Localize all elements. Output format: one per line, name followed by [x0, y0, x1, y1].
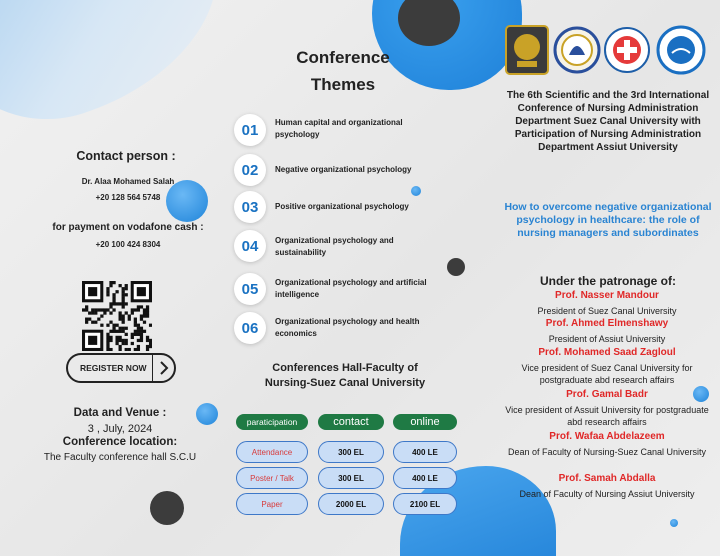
university-logo-1 [505, 25, 553, 75]
fee-online-cell: 2100 EL [393, 493, 457, 515]
theme-text: Organizational psychology and sustainability [275, 236, 394, 257]
theme-text: Organizational psychology and health economics [275, 317, 420, 338]
decorative-dark-dot [447, 258, 465, 276]
payment-phone-number[interactable]: +20 100 424 8304 [95, 240, 161, 249]
fee-contact-cell: 300 EL [318, 441, 384, 463]
fees-header-participation: paraticipation [236, 414, 308, 430]
hall-line2: Nursing-Suez Canal University [264, 377, 426, 389]
date-venue-title: Data and Venue : [73, 407, 167, 419]
theme-number: 01 [234, 114, 266, 146]
fees-header-contact: contact [318, 414, 384, 430]
theme-text: Organizational psychology and artificial intelligence [275, 278, 427, 299]
themes-title-line1: Conference [296, 48, 390, 67]
patronage-title: Under the patronage of: [539, 274, 676, 288]
decorative-blue-dot [411, 186, 421, 196]
conference-location: The Faculty conference hall S.C.U [43, 452, 197, 463]
theme-text: Human capital and organizational psychology [275, 118, 403, 139]
patron-role: Vice president of Assuit University for postgraduate abd research affairs [505, 405, 709, 427]
themes-title-line2: Themes [310, 75, 376, 94]
patron-name: Prof. Samah Abdalla [558, 473, 656, 484]
contact-phone-number[interactable]: +20 128 564 5748 [95, 193, 161, 202]
themes-title [270, 44, 416, 98]
fee-category-cell: Attendance [236, 441, 308, 463]
fee-contact-cell: 300 EL [318, 467, 384, 489]
fee-category-cell: Poster / Talk [236, 467, 308, 489]
fee-contact-cell: 2000 EL [318, 493, 384, 515]
fee-category-cell: Paper [236, 493, 308, 515]
patron-role: Dean of Faculty of Nursing Assiut University [519, 489, 695, 499]
theme-number: 06 [234, 312, 266, 344]
university-logo-2 [553, 25, 601, 75]
registration-qr-code[interactable] [82, 281, 152, 351]
contact-person-title: Contact person : [76, 149, 176, 163]
patron-role: Vice president of Suez Canal University for postgraduate abd research affairs [521, 363, 693, 385]
theme-number: 02 [234, 154, 266, 186]
theme-number: 05 [234, 273, 266, 305]
theme-number: 03 [234, 191, 266, 223]
patron-role: President of Suez Canal University [537, 306, 677, 316]
theme-text: Positive organizational psychology [275, 202, 409, 211]
conference-location-title: Conference location: [62, 436, 178, 448]
theme-number: 04 [234, 230, 266, 262]
contact-person-name: Dr. Alaa Mohamed Salah [81, 177, 175, 186]
decorative-dark-circle [150, 491, 184, 525]
conference-date: 3 , July, 2024 [87, 423, 153, 435]
suez-canal-university-logo [656, 25, 704, 75]
theme-text: Negative organizational psychology [275, 165, 412, 174]
register-now-button[interactable] [66, 353, 176, 383]
conference-hall-title [240, 361, 450, 391]
faculty-nursing-logo [603, 25, 651, 75]
fees-header-online: online [393, 414, 457, 430]
patron-name: Prof. Wafaa Abdelazeem [549, 431, 665, 442]
chevron-right-icon [153, 361, 174, 375]
patron-name: Prof. Mohamed Saad Zagloul [538, 347, 676, 358]
register-now-label: REGISTER NOW [80, 363, 147, 373]
fee-online-cell: 400 LE [393, 441, 457, 463]
patron-role: Dean of Faculty of Nursing-Suez Canal University [507, 447, 707, 457]
patron-name: Prof. Nasser Mandour [555, 290, 659, 301]
patron-name: Prof. Ahmed Elmenshawy [545, 318, 669, 329]
patron-role: President of Assiut University [548, 334, 666, 344]
decorative-blob-top-left [0, 0, 248, 149]
hall-line1: Conferences Hall-Faculty of [272, 362, 418, 374]
conference-title: The 6th Scientific and the 3rd International Conference of Nursing Administration Department Suez Canal University with Participation of Nursing Administration Department Assiut University [506, 90, 710, 153]
fee-online-cell: 400 LE [393, 467, 457, 489]
patron-name: Prof. Gamal Badr [566, 389, 648, 400]
decorative-blue-dot [670, 519, 678, 527]
conference-question: How to overcome negative organizational psychology in healthcare: the role of nursing managers and subordinates [504, 201, 712, 239]
payment-label: for payment on vodafone cash : [52, 222, 204, 233]
